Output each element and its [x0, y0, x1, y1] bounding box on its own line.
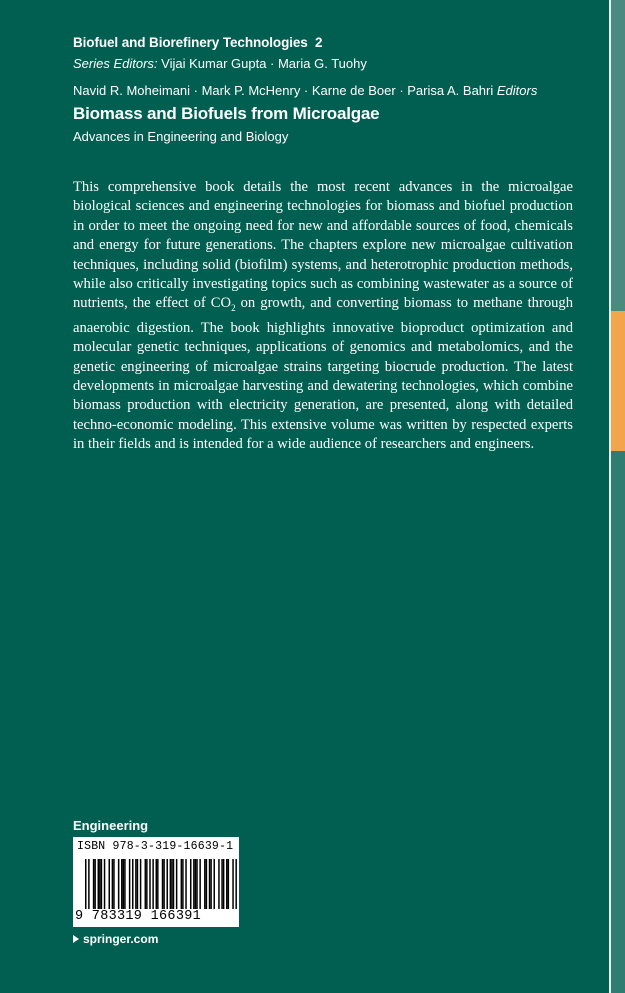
barcode-bar — [162, 859, 163, 909]
barcode-bar — [94, 859, 95, 909]
barcode-bar — [209, 859, 210, 909]
series-editors-names: Vijai Kumar Gupta · Maria G. Tuohy — [161, 56, 367, 71]
spine-divider — [609, 0, 611, 993]
barcode-bar — [223, 859, 224, 909]
publisher-website[interactable] — [73, 932, 158, 946]
barcode-bar — [121, 859, 122, 909]
barcode-bar — [132, 859, 133, 909]
barcode-bar — [176, 859, 177, 909]
barcode-bar — [235, 859, 236, 909]
barcode-digits: 9 783319 166391 — [75, 909, 202, 924]
barcode-bar — [98, 859, 99, 909]
barcode-bar — [213, 859, 214, 909]
barcode-bar — [88, 859, 89, 909]
barcode-bar — [129, 859, 130, 909]
barcode-bar — [173, 859, 174, 909]
series-volume: 2 — [315, 35, 323, 50]
barcode-bar — [112, 859, 113, 909]
series-name: Biofuel and Biorefinery Technologies — [73, 35, 308, 50]
barcode-bar — [140, 859, 141, 909]
co2-subscript: 2 — [231, 303, 236, 314]
book-editors-role: Editors — [496, 83, 538, 98]
barcode-bar — [104, 859, 105, 909]
subject-category: Engineering — [73, 818, 149, 833]
barcode-bar — [85, 859, 86, 909]
barcode-bar — [123, 859, 124, 909]
barcode-bar — [206, 859, 207, 909]
barcode-bar — [221, 859, 222, 909]
barcode-bar — [232, 859, 233, 909]
barcode-bar — [185, 859, 186, 909]
barcode-bar — [199, 859, 200, 909]
barcode-bar — [196, 859, 197, 909]
book-editors — [73, 83, 537, 98]
barcode-bar — [146, 859, 147, 909]
series-editors — [73, 56, 367, 71]
barcode-bar — [99, 859, 100, 909]
book-subtitle: Advances in Engineering and Biology — [73, 129, 289, 144]
barcode-bar — [171, 859, 172, 909]
barcode-bar — [163, 859, 164, 909]
barcode-bar — [156, 859, 157, 909]
barcode-bar — [113, 859, 114, 909]
barcode-bar — [210, 859, 211, 909]
isbn-barcode — [73, 837, 239, 927]
barcode-bar — [170, 859, 171, 909]
barcode-bar — [135, 859, 136, 909]
barcode-bar — [124, 859, 125, 909]
series-editors-label: Series Editors: — [73, 56, 158, 71]
description-part-2: on growth, and converting biomass to methane through anaerobic digestion. The book highlights innovative bioproduct optimization and molecular genetic techniques, applications of genomics and metabolomics, and the genetic engineering of microalgae strains targeting biocrude production. The latest developments in microalgae harvesting and dewatering technologies, which combine biomass production with electricity generation, are presented, along with detailed techno-economic modeling. This extensive volume was written by respected experts in their fields and is intended for a wide audience of researchers and engineers. — [73, 295, 574, 453]
barcode-bar — [137, 859, 138, 909]
barcode-bar — [149, 859, 150, 909]
book-description — [73, 178, 573, 455]
barcode-bar — [226, 859, 227, 909]
barcode-bar — [182, 859, 183, 909]
spine-edge-accent — [611, 311, 625, 451]
barcode-bar — [190, 859, 191, 909]
barcode-bar — [118, 859, 119, 909]
barcode-bar — [166, 859, 167, 909]
website-label: springer.com — [83, 932, 159, 946]
barcode-bar — [228, 859, 229, 909]
arrow-right-icon — [73, 935, 79, 943]
book-title: Biomass and Biofuels from Microalgae — [73, 104, 380, 123]
barcode-bar — [109, 859, 110, 909]
series-title — [73, 35, 322, 50]
barcode-bar — [193, 859, 194, 909]
book-editors-names: Navid R. Moheimani · Mark P. McHenry · Karne de Boer · Parisa A. Bahri — [73, 83, 494, 98]
barcode-bar — [204, 859, 205, 909]
barcode-bar — [218, 859, 219, 909]
barcode-bar — [195, 859, 196, 909]
barcode-bars — [85, 859, 237, 909]
barcode-bar — [152, 859, 153, 909]
barcode-bar — [181, 859, 182, 909]
description-part-1: This comprehensive book details the most recent advances in the microalgae biological sciences and engineering technologies for biomass and biofuel production in order to meet the ongoing need for new and affordable sources of food, chemicals and energy for future generations. The chapters explore new microalgae cultivation techniques, including solid (biofilm) systems, and heterotrophic production methods, while also critically investigating topics such as combining wastewater as a source of nutrients, the effect of CO — [73, 179, 573, 312]
barcode-bar — [93, 859, 94, 909]
barcode-bar — [157, 859, 158, 909]
isbn-number: ISBN 978-3-319-16639-1 — [77, 840, 234, 853]
spine-edge-lower — [611, 451, 625, 993]
barcode-bar — [101, 859, 102, 909]
barcode-bar — [145, 859, 146, 909]
